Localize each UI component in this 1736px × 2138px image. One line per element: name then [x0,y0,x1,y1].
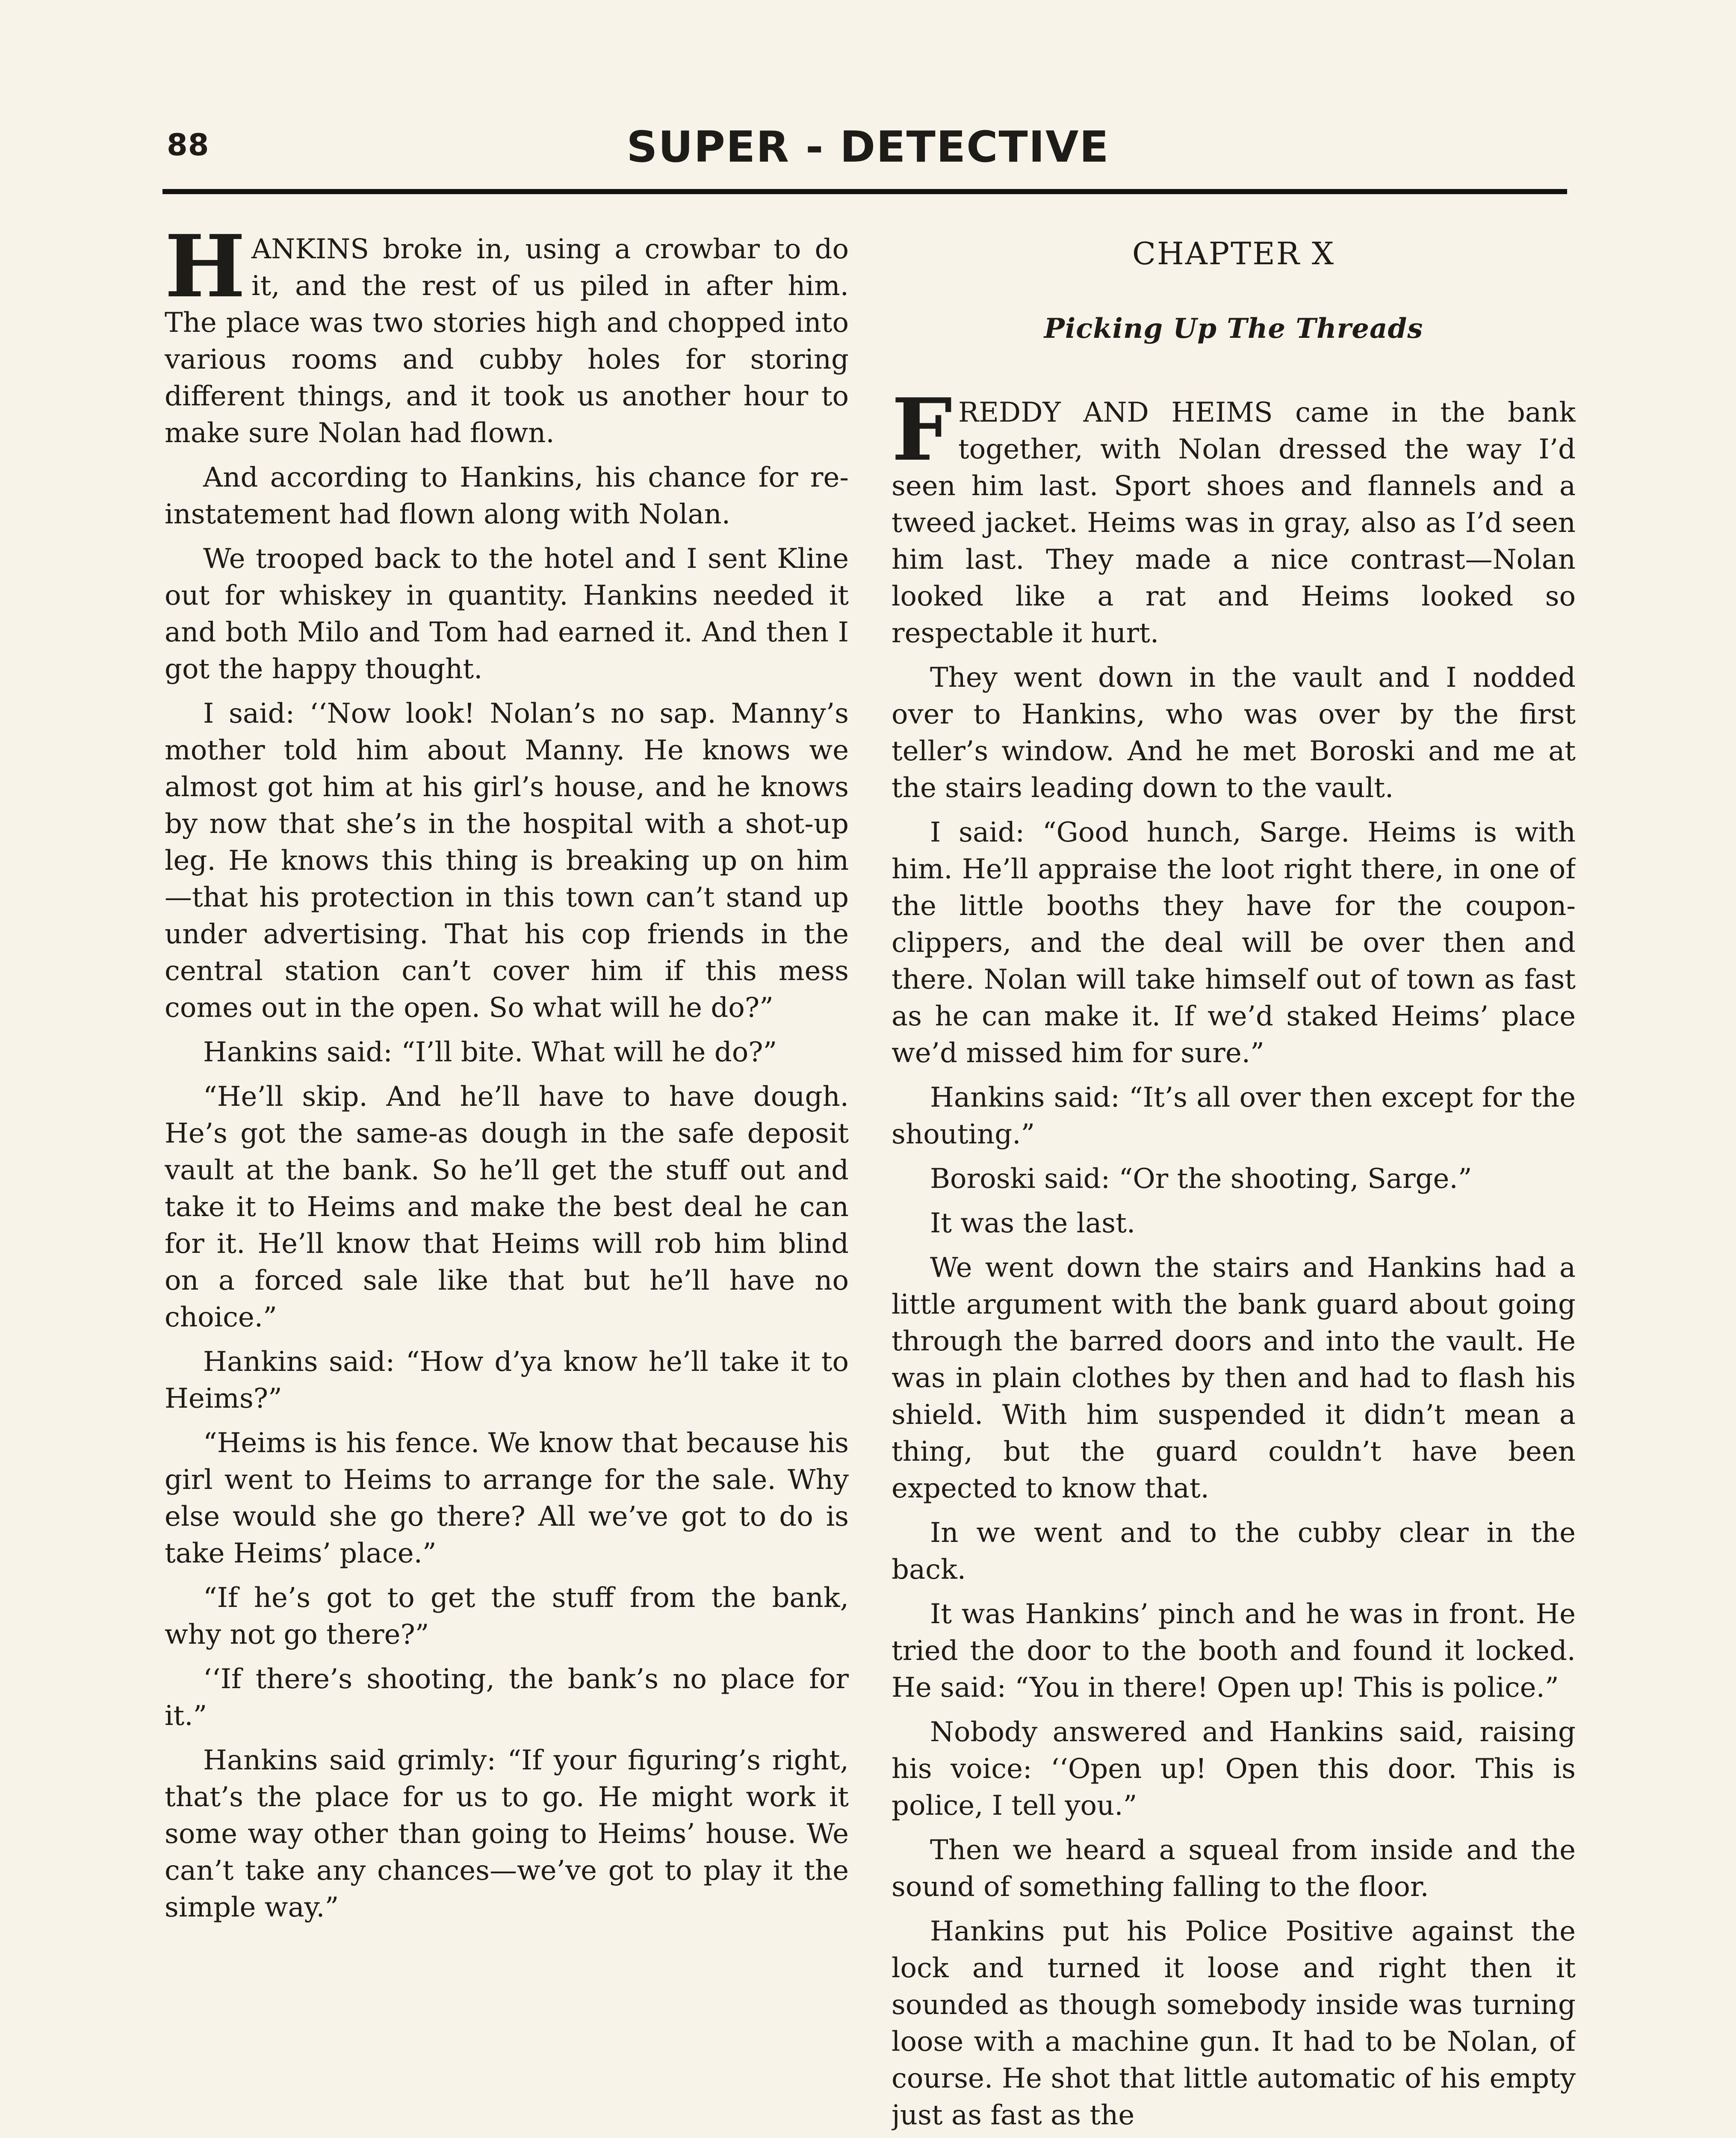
page-number: 88 [167,127,210,162]
chapter-subtitle: Picking Up The Threads [1044,313,1423,345]
header-rule [162,189,1567,194]
drop-cap: F [892,380,952,480]
left-paragraph-1 [165,231,849,452]
right-paragraph-1 [892,380,1576,652]
left-column [165,231,849,2138]
left-paragraph-6: “He’ll skip. And he’ll have to have dough. He’s got the same-as dough in the safe deposit vault at the bank. So he’ll get the stuff out and take it to Heims and make the best deal he can for it. He’ll know that Heims will rob him blind on a forced sale like that but he’ll have no choice.” [165,1081,849,1333]
left-paragraph-4: I said: ‘‘Now look! Nolan’s no sap. Manny’s mother told him about Manny. He knows we almost got him at his girl’s house, and he knows by now that she’s in the hospital with a shot-up leg. He knows this thing is breaking up on him —that his protection in this town can’t stand up under advertising. That his cop friends in the central station can’t cover him if this mess comes out in the open. So what will he do?” [165,698,849,1024]
left-paragraph-8: “Heims is his fence. We know that because his girl went to Heims to arrange for the sale. Why else would she go there? All we’ve got to do is take Heims’ place.” [165,1427,849,1569]
left-paragraph-11: Hankins said grimly: “If your figuring’s right, that’s the place for us to go. He might work it some way other than going to Heims’ house. We can’t take any chances—we’ve got to play it the simple way.” [165,1745,849,1923]
right-paragraph-5: Boroski said: “Or the shooting, Sarge.” [930,1163,1472,1195]
right-paragraph-7: We went down the stairs and Hankins had a little argument with the bank guard about going through the barred doors and into the vault. He was in plain clothes by then and had to flash his shield. With him suspended it didn’t mean a thing, but the guard couldn’t have been expected to know that. [892,1252,1576,1504]
paragraph-text: ANKINS broke in, using a crowbar to do it, and the rest of us piled in after him. The place was two stories high and chopped into various rooms and cubby holes for storing different things, and it took us another hour to make sure Nolan had flown. [165,233,849,449]
right-paragraph-4: Hankins said: “It’s all over then except for the shouting.” [892,1082,1576,1150]
magazine-title: SUPER - DETECTIVE [626,122,1110,172]
left-paragraph-10: ‘‘If there’s shooting, the bank’s no place for it.” [165,1663,849,1732]
left-paragraph-9: “If he’s got to get the stuff from the bank, why not go there?” [165,1582,849,1651]
right-paragraph-8: In we went and to the cubby clear in the back. [892,1517,1576,1586]
right-paragraph-3: I said: “Good hunch, Sarge. Heims is with him. He’ll appraise the loot right there, in one of the little booths they have for the coupon-clippers, and the deal will be over then and there. Nolan will take himself out of town as fast as he can make it. If we’d staked Heims’ place we’d missed him for sure.” [892,817,1576,1069]
left-paragraph-7: Hankins said: “How d’ya know he’ll take it to Heims?” [165,1346,849,1415]
right-paragraph-9: It was Hankins’ pinch and he was in front. He tried the door to the booth and found it locked. He said: “You in there! Open up! This is police.” [892,1598,1576,1704]
right-paragraph-2: They went down in the vault and I nodded over to Hankins, who was over by the first teller’s window. And he met Boroski and me at the stairs leading down to the vault. [892,662,1576,804]
drop-cap: H [165,231,245,317]
left-paragraph-3: We trooped back to the hotel and I sent Kline out for whiskey in quantity. Hankins needed it and both Milo and Tom had earned it. And then I got the happy thought. [165,543,849,685]
right-paragraph-11: Then we heard a squeal from inside and the sound of something falling to the floor. [892,1834,1576,1903]
chapter-heading: CHAPTER X [1132,236,1335,272]
right-column [892,231,1576,2138]
left-paragraph-2: And according to Hankins, his chance for re-instatement had flown along with Nolan. [165,462,849,530]
right-paragraph-10: Nobody answered and Hankins said, raising his voice: ‘‘Open up! Open this door. This is police, I tell you.” [892,1716,1576,1822]
right-paragraph-6: It was the last. [930,1208,1136,1239]
right-paragraph-12: Hankins put his Police Positive against the lock and turned it loose and right then it sounded as though somebody inside was turning loose with a machine gun. It had to be Nolan, of course. He shot that little automatic of his empty just as fast as the [892,1916,1576,2131]
left-paragraph-5: Hankins said: “I’ll bite. What will he do?” [203,1037,777,1068]
paragraph-text: REDDY AND HEIMS came in the bank together, with Nolan dressed the way I’d seen him last. Sport shoes and flannels and a tweed jacket. Heims was in gray, also as I’d seen him last. They made a nice contrast—Nolan looked like a rat and Heims looked so respectable it hurt. [892,397,1576,649]
